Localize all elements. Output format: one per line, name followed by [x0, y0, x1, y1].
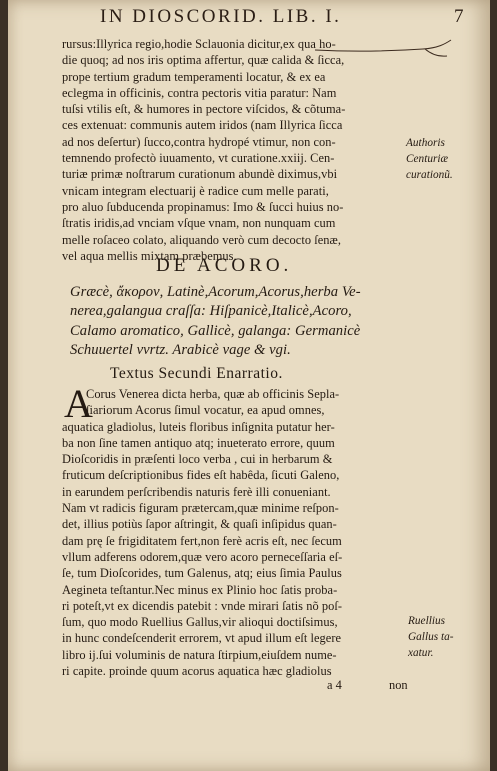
section-title: DE ACORO.	[156, 255, 293, 276]
book-page	[8, 0, 490, 771]
text-line: vel aqua mellis mixtam præbemus.	[62, 248, 237, 263]
text-line: melle roſaceo colato, aliquando verò cum decocto ſenæ,	[62, 232, 341, 247]
text-line: Corus Venerea dicta herba, quæ ab officinis Sepla-	[86, 387, 340, 401]
text-line: die quoq; ad nos iris optima affertur, quæ calida & ſicca,	[62, 53, 345, 68]
margin-note-line: xatur.	[408, 647, 434, 659]
text-line: turiæ primæ noſtrarum curationum abundè diximus,vbi	[62, 167, 338, 182]
text-line: tuſsi vtilis eſt, & humores in pectore viſcidos, & cõtuma-	[62, 102, 346, 117]
synonym-line: Calamo aromatico, Gallicè, galanga: Germanicè	[70, 322, 361, 339]
text-line: in hunc condeſcenderit errorem, vt apud illum eſt legere	[62, 631, 342, 646]
drop-cap: A	[64, 381, 93, 426]
text-line: vnicam integram electuarij è radice cum melle parati,	[62, 183, 329, 198]
text-line: det, illius potiùs ſapor aſtringit, & quaſi inſipidus quan-	[62, 517, 337, 532]
text-block-iris	[62, 36, 407, 264]
text-line: temnendo profectò iuuamento, vt curatione.xxiij. Cen-	[62, 151, 335, 166]
text-line: eclegma in officinis, contra pectoris vitia paratur: Nam	[62, 85, 337, 100]
margin-note-line: Ruellius	[408, 615, 446, 627]
running-title: IN DIOSCORID. LIB. I.	[100, 6, 342, 27]
text-line: ba non ſine tamen antiquo atq; inueterato errore, quum	[62, 435, 335, 450]
text-line: pro aluo ſubducenda propinamus: Imo & ſucci huius no-	[62, 199, 344, 214]
text-line: vllum adferens odorem,quæ vero acoro perneceſſaria eſ-	[62, 549, 343, 564]
text-line: ri poteſt,vt ex dicendis patebit : vnde mirari ſatis nõ poſ-	[62, 598, 343, 613]
text-line: in earundem perſcribendis naturis ferè illi conueniant.	[62, 484, 331, 499]
signature-mark: a 4	[327, 678, 342, 692]
subsection-title: Textus Secundi Enarratio.	[110, 365, 283, 382]
text-block-acorus	[62, 381, 407, 679]
margin-note-line: Authoris	[406, 137, 445, 149]
text-line: ſum, quo modo Ruellius Gallus,vir alioqui doctiſsimus,	[62, 615, 338, 630]
text-line: ſiariorum Acorus ſimul vocatur, ea apud omnes,	[86, 403, 325, 418]
margin-note-line: curationũ.	[406, 169, 453, 181]
text-line: Nam vt radicis figuram prætercam,quæ minime reſpon-	[62, 501, 339, 516]
running-header	[100, 6, 466, 32]
text-line: libro ij.ſui voluminis de natura ſtirpium,eiuſdem nume-	[62, 647, 337, 662]
catchword: non	[389, 678, 408, 692]
text-line: fruticum deſcriptionibus fides eſt habêda, ſicuti Galeno,	[62, 468, 340, 483]
synonym-line: nerea,galangua craſſa: Hiſpanicè,Italicè,Acoro,	[70, 303, 352, 320]
margin-note-line: Gallus ta-	[408, 631, 454, 643]
page-number: 7	[454, 6, 466, 27]
margin-note-author	[406, 135, 453, 183]
synonyms-block	[70, 283, 415, 360]
text-line: dam prę ſe frigiditatem fert,non ferè acris eſt, nec ſecum	[62, 533, 342, 548]
text-line: ſtratis iridis,ad vnciam vſque vnam, non nunquam cum	[62, 216, 336, 231]
margin-note-ruellius	[408, 613, 454, 661]
text-line: rursus:Illyrica regio,hodie Sclauonia dicitur,ex qua ho-	[62, 37, 336, 51]
text-line: ſe, tum Dioſcorides, tum Galenus, atq; eius ſimia Paulus	[62, 566, 342, 581]
text-line: ri capite. proinde quum acorus aquatica hæc gladiolus	[62, 664, 332, 679]
synonym-line: Schuuertel vvrtz. Arabicè vage & vgi.	[70, 341, 291, 358]
text-line: prope tertium gradum temperamenti locatur, & ex ea	[62, 69, 326, 84]
text-line: Dioſcoridis in præſenti loco verba , cui in herbarum &	[62, 452, 333, 467]
text-line: ad nos deſertur) ſucco,contra hydropé vtimur, non con-	[62, 134, 336, 149]
synonym-line: Græcè, ἄκορον, Latinè,Acorum,Acorus,herba Ve-	[70, 284, 361, 300]
margin-note-line: Centuriæ	[406, 153, 449, 165]
text-line: ces extenuat: communis autem iridos (nam Illyrica ſicca	[62, 118, 343, 133]
text-line: Aegineta teſtantur.Nec minus ex Plinio hoc ſatis proba-	[62, 582, 338, 597]
text-line: aquatica gladiolus, luteis floribus inſignita putatur her-	[62, 419, 335, 434]
